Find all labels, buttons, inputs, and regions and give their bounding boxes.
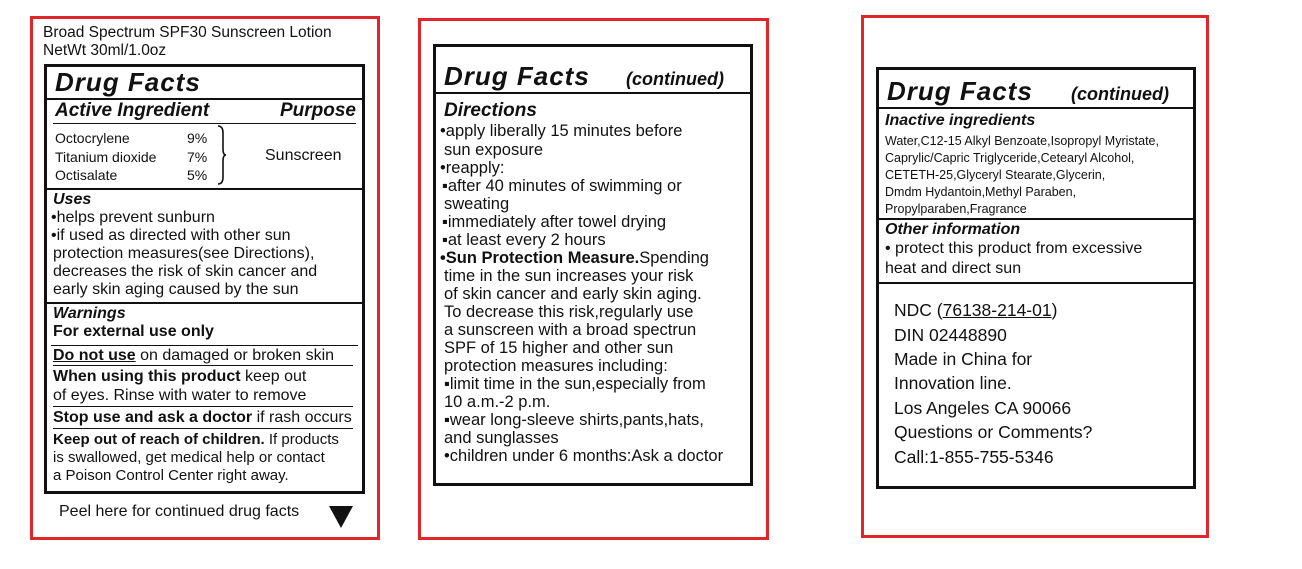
questions-line: Questions or Comments?: [894, 422, 1093, 442]
net-weight: NetWt 30ml/1.0oz: [43, 42, 167, 59]
ingredient-name: Titanium dioxide: [55, 149, 157, 165]
uses-line: •if used as directed with other sun: [51, 227, 291, 244]
drug-facts-title: Drug Facts: [444, 61, 590, 91]
keep-out-line: Keep out of reach of children. If products: [53, 431, 339, 448]
when-using-line-2: of eyes. Rinse with water to remove: [53, 387, 307, 404]
ndc-line: NDC (76138-214-01): [894, 300, 1058, 320]
sun-protection-line: of skin cancer and early skin aging.: [444, 285, 702, 303]
brace-icon: [217, 125, 227, 185]
other-info-line: heat and direct sun: [885, 260, 1022, 277]
uses-line: decreases the risk of skin cancer and: [53, 263, 318, 280]
uses-line: protection measures(see Directions),: [53, 245, 315, 262]
triangle-down-icon: [329, 506, 353, 528]
continued-label: (continued): [626, 69, 724, 89]
label-panel-1: [30, 16, 380, 540]
ingredient-name: Octisalate: [55, 167, 118, 183]
address-line: Los Angeles CA 90066: [894, 398, 1072, 418]
warnings-heading: Warnings: [53, 305, 126, 322]
uses-line: early skin aging caused by the sun: [53, 281, 299, 298]
purpose-value: Sunscreen: [265, 147, 342, 164]
other-information-heading: Other information: [885, 221, 1021, 238]
directions-line: •reapply:: [440, 159, 505, 177]
drug-facts-title: Drug Facts: [887, 76, 1033, 106]
ingredient-percent: 9%: [187, 130, 208, 146]
directions-line: ▪immediately after towel drying: [442, 213, 667, 231]
company-line: Innovation line.: [894, 373, 1012, 393]
label-panel-3: [861, 15, 1209, 538]
made-in-line: Made in China for: [894, 349, 1033, 369]
purpose-heading: Purpose: [279, 100, 356, 121]
do-not-use-line: Do not use on damaged or broken skin: [53, 347, 335, 364]
din-number: DIN 02448890: [894, 325, 1007, 345]
when-using-line: When using this product keep out: [53, 368, 307, 385]
drug-facts-box-1: [44, 64, 365, 494]
sun-protection-line: and sunglasses: [444, 429, 559, 447]
inactive-line: Dmdm Hydantoin,Methyl Paraben,: [885, 185, 1077, 199]
external-use-note: For external use only: [53, 323, 214, 340]
ingredient-percent: 7%: [187, 149, 208, 165]
sun-protection-line: To decrease this risk,regularly use: [444, 303, 694, 321]
sun-protection-line: ▪wear long-sleeve shirts,pants,hats,: [444, 411, 704, 429]
drug-facts-title: Drug Facts: [55, 67, 201, 97]
sun-protection-line: 10 a.m.-2 p.m.: [444, 393, 551, 411]
inactive-ingredients-heading: Inactive ingredients: [885, 112, 1036, 129]
drug-facts-box-2: [433, 44, 753, 486]
active-ingredient-heading: Active Ingredient: [55, 100, 210, 121]
inactive-line: Water,C12-15 Alkyl Benzoate,Isopropyl Myristate,: [885, 134, 1159, 148]
drug-facts-box-3: [876, 67, 1196, 489]
product-name: Broad Spectrum SPF30 Sunscreen Lotion: [43, 24, 332, 41]
keep-out-line-2: is swallowed, get medical help or contact: [53, 449, 325, 466]
other-info-line: • protect this product from excessive: [885, 240, 1143, 257]
label-panel-2: [418, 18, 769, 540]
inactive-line: Propylparaben,Fragrance: [885, 202, 1027, 216]
phone-line: Call:1-855-755-5346: [894, 447, 1054, 467]
directions-line: sweating: [444, 195, 510, 213]
inactive-line: Caprylic/Capric Triglyceride,Cetearyl Alcohol,: [885, 151, 1135, 165]
sun-protection-line: •children under 6 months:Ask a doctor: [444, 447, 724, 465]
sun-protection-line: protection measures including:: [444, 357, 668, 375]
ingredient-percent: 5%: [187, 167, 208, 183]
sun-protection-line: time in the sun increases your risk: [444, 267, 694, 285]
inactive-line: CETETH-25,Glyceryl Stearate,Glycerin,: [885, 168, 1106, 182]
keep-out-line-3: a Poison Control Center right away.: [53, 467, 289, 484]
stop-use-line: Stop use and ask a doctor if rash occurs: [53, 409, 352, 426]
directions-line: ▪at least every 2 hours: [442, 231, 606, 249]
sun-protection-line: SPF of 15 higher and other sun: [444, 339, 674, 357]
ndc-code: 76138-214-01: [942, 300, 1052, 320]
directions-line: sun exposure: [444, 141, 544, 159]
uses-line: •helps prevent sunburn: [51, 209, 215, 226]
directions-line: ▪after 40 minutes of swimming or: [442, 177, 682, 195]
directions-heading: Directions: [444, 100, 537, 121]
continued-label: (continued): [1071, 84, 1169, 104]
sun-protection-line: a sunscreen with a broad spectrun: [444, 321, 697, 339]
uses-heading: Uses: [53, 191, 92, 208]
sun-protection-line: ▪limit time in the sun,especially from: [444, 375, 706, 393]
directions-line: •apply liberally 15 minutes before: [440, 122, 683, 140]
ingredient-name: Octocrylene: [55, 130, 130, 146]
peel-instruction: Peel here for continued drug facts: [59, 503, 300, 520]
sun-protection-line: •Sun Protection Measure.Spending: [440, 249, 709, 267]
